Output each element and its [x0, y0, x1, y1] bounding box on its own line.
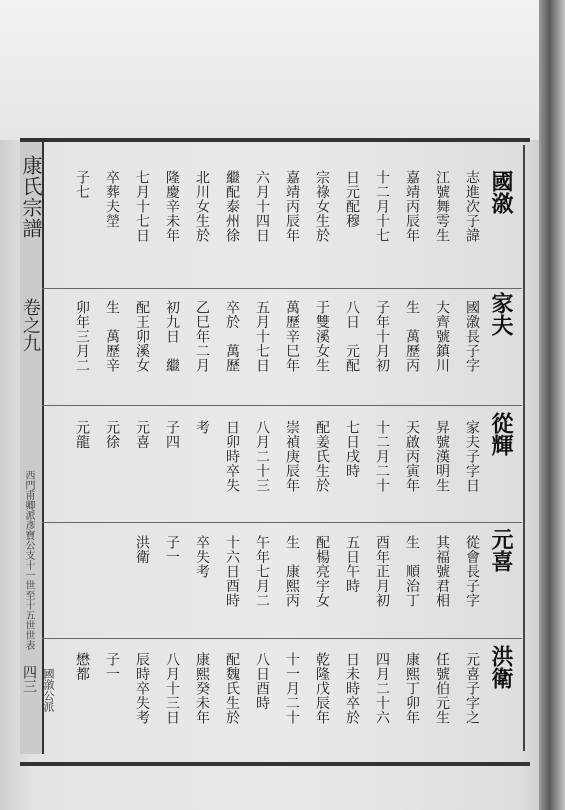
section-title: 西門甫卿派彥寶公支十一世至十五世世表 [23, 470, 34, 650]
bio-column: 萬歷辛巳年 [284, 300, 300, 373]
generation-name: 家夫 [488, 292, 514, 336]
bio-column: 乙巳年二月 [194, 300, 210, 373]
bio-column: 午年七月二 [254, 535, 270, 608]
bio-column: 卒葬夫塋 [104, 170, 120, 228]
generation-bio [60, 652, 480, 752]
bio-column: 十二月二十 [374, 420, 390, 493]
row-divider [42, 405, 522, 406]
bio-column: 子年十月初 [374, 300, 390, 373]
bio-column: 配王卯溪女 [134, 300, 150, 373]
row-divider [42, 288, 522, 289]
bio-column: 七日戌時 [344, 420, 360, 478]
generation-bio [60, 420, 480, 525]
bio-column: 康熙丁卯年 [404, 652, 420, 725]
bio-column: 十二月十七 [374, 170, 390, 243]
bio-column: 崇禎庚辰年 [284, 420, 300, 493]
bio-column: 隆慶辛未年 [164, 170, 180, 243]
page-number: 四三 [21, 665, 37, 693]
bio-column: 天啟丙寅年 [404, 420, 420, 493]
bio-column: 生 萬歷辛 [104, 300, 120, 373]
generation-bio [60, 535, 480, 640]
bio-column: 生 康熙丙 [284, 535, 300, 608]
bio-column: 八日酉時 [254, 652, 270, 710]
bio-column: 生 萬歷丙 [404, 300, 420, 373]
bio-column: 元龍 [74, 420, 90, 449]
bio-column: 配魏氏生於 [224, 652, 240, 725]
bio-column: 配楊亮宇女 [314, 535, 330, 608]
bio-column: 子七 [74, 170, 90, 199]
bio-column: 八月二十三 [254, 420, 270, 493]
bio-column: 四月二十六 [374, 652, 390, 725]
bio-column: 宗祿女生於 [314, 170, 330, 243]
bio-column: 元徐 [104, 420, 120, 449]
bio-column: 生 順治丁 [404, 535, 420, 608]
bio-column: 任號伯元生 [434, 652, 450, 725]
bio-column: 家夫子字日 [464, 420, 480, 493]
bio-column: 大齊號鎮川 [434, 300, 450, 373]
bio-column: 元喜子字之 [464, 652, 480, 725]
bio-column: 康熙癸未年 [194, 652, 210, 725]
bio-column: 子一 [164, 535, 180, 564]
bio-column: 五月十七日 [254, 300, 270, 373]
bio-column: 日元配穆 [344, 170, 360, 228]
bio-column: 其福號君相 [434, 535, 450, 608]
bio-column: 八月十三日 [164, 652, 180, 725]
bio-column: 辰時卒失考 [134, 652, 150, 725]
generation-bio [60, 170, 480, 288]
page-top-margin [0, 0, 565, 140]
book-spine [539, 0, 565, 810]
bio-column: 卯年三月二 [74, 300, 90, 373]
bio-column: 江號舞雩生 [434, 170, 450, 243]
book-title: 康氏宗譜 [19, 155, 43, 239]
generation-name: 國漵 [488, 170, 514, 214]
bio-column: 志進次子諱 [464, 170, 480, 243]
bio-column: 乾隆戊辰年 [314, 652, 330, 725]
footer-note: 國漵公派 [42, 668, 55, 712]
bio-column: 懋都 [74, 652, 90, 681]
generation-name: 從輝 [488, 412, 514, 456]
generation-name: 洪衛 [488, 645, 514, 689]
bio-column: 國漵長子字 [464, 300, 480, 373]
bio-column: 五日午時 [344, 535, 360, 593]
bio-column: 十六日酉時 [224, 535, 240, 608]
bio-column: 十一月二十 [284, 652, 300, 725]
bio-column: 卒失考 [194, 535, 210, 579]
bio-column: 配姜氏生於 [314, 420, 330, 493]
bio-column: 七月十七日 [134, 170, 150, 243]
bio-column: 子四 [164, 420, 180, 449]
bio-column: 嘉靖丙辰年 [284, 170, 300, 243]
generation-name: 元喜 [488, 528, 514, 572]
generation-bio [60, 300, 480, 405]
bio-column: 卒於 萬歷 [224, 300, 240, 373]
bio-column: 初九日 繼 [164, 300, 180, 373]
bio-column: 元喜 [134, 420, 150, 449]
bio-column: 北川女生於 [194, 170, 210, 243]
bio-column: 考 [194, 420, 210, 435]
bio-column: 八日 元配 [344, 300, 360, 373]
bio-column: 日卯時卒失 [224, 420, 240, 493]
bio-column: 子一 [104, 652, 120, 681]
bio-column: 日未時卒於 [344, 652, 360, 725]
volume-label: 卷之九 [20, 298, 41, 352]
bio-column: 從會長子字 [464, 535, 480, 608]
bio-column: 洪衛 [134, 535, 150, 564]
bio-column: 六月十四日 [254, 170, 270, 243]
bio-column: 繼配泰州徐 [224, 170, 240, 243]
bio-column: 昇號漢明生 [434, 420, 450, 493]
bio-column: 嘉靖丙辰年 [404, 170, 420, 243]
bio-column: 酉年正月初 [374, 535, 390, 608]
bio-column: 于雙溪女生 [314, 300, 330, 373]
